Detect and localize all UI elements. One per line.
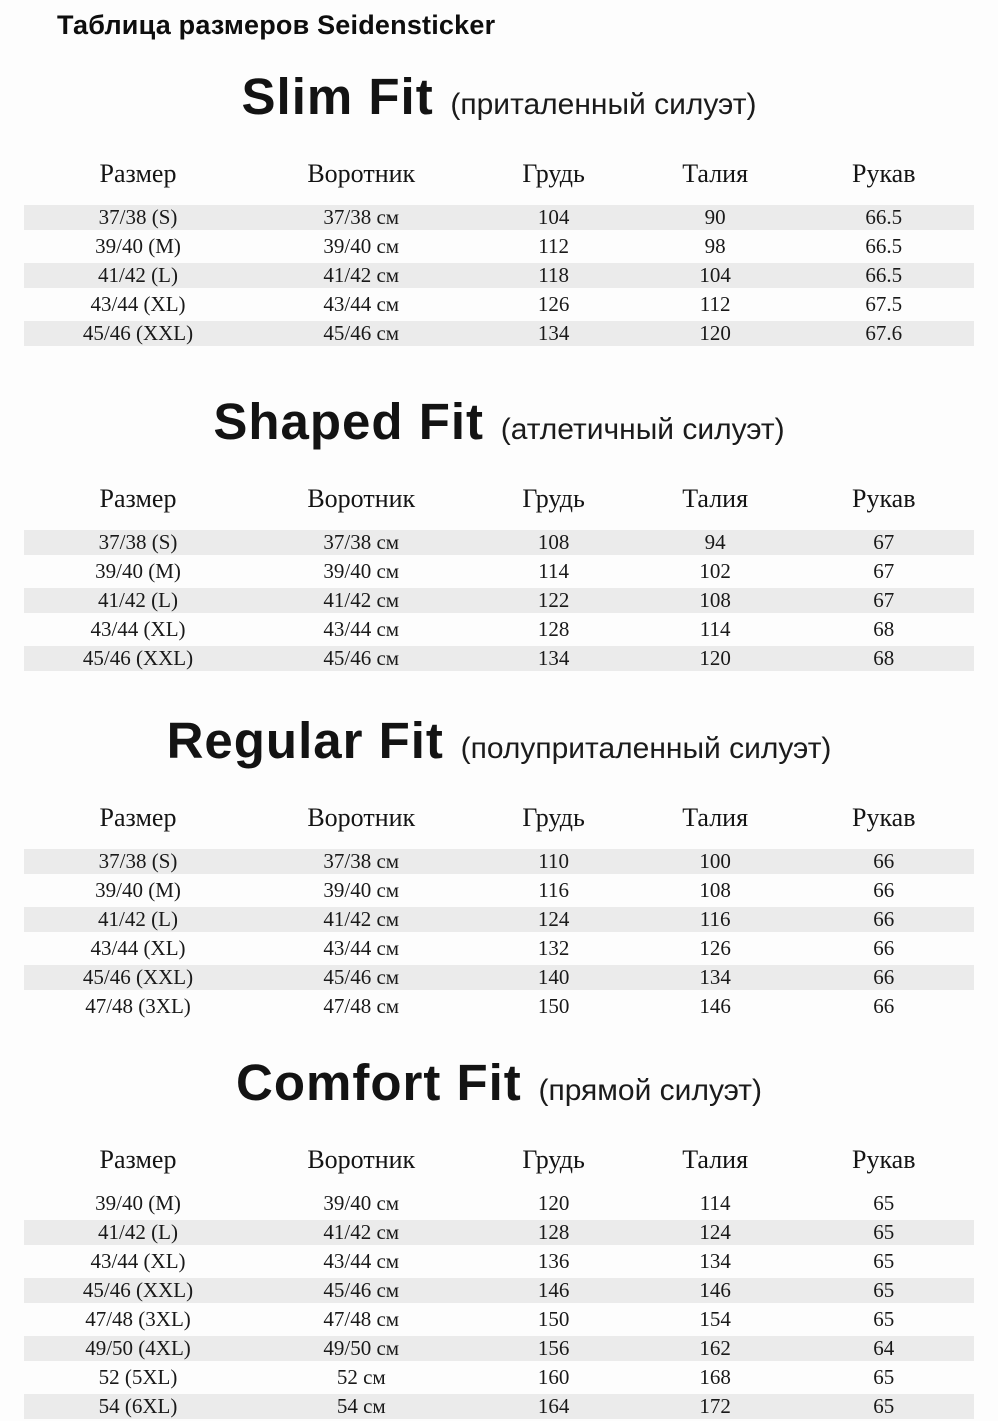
cell-chest: 160 (537, 1365, 570, 1389)
table-row (24, 1392, 974, 1421)
col-header-collar: Воротник (307, 159, 416, 188)
table-row (24, 1247, 974, 1276)
table-header-row (24, 157, 974, 191)
table-row (24, 644, 974, 673)
size-table-comfort-fit (24, 1143, 974, 1421)
table-row (24, 1276, 974, 1305)
cell-size: 43/44 (XL) (90, 292, 186, 316)
col-header-chest: Грудь (522, 484, 585, 513)
section-shaped-fit (0, 386, 998, 673)
cell-chest: 164 (537, 1394, 570, 1418)
cell-chest: 108 (537, 530, 570, 554)
table-header-row (24, 1143, 974, 1177)
fit-name: Shaped Fit (213, 393, 485, 450)
cell-size: 41/42 (L) (98, 907, 178, 931)
col-header-waist: Талия (682, 1145, 749, 1174)
cell-collar: 39/40 см (323, 559, 400, 583)
cell-chest: 134 (537, 646, 570, 670)
cell-sleeve: 67 (873, 559, 895, 583)
table-row (24, 557, 974, 586)
col-header-size: Размер (99, 803, 177, 832)
cell-chest: 146 (537, 1278, 570, 1302)
cell-sleeve: 68 (873, 646, 895, 670)
fit-name: Slim Fit (241, 68, 434, 125)
col-header-chest: Грудь (522, 159, 585, 188)
cell-sleeve: 67 (873, 588, 895, 612)
cell-collar: 41/42 см (323, 263, 400, 287)
col-header-waist: Талия (682, 159, 749, 188)
cell-collar: 37/38 см (323, 849, 400, 873)
cell-chest: 140 (537, 965, 570, 989)
cell-size: 37/38 (S) (98, 530, 178, 554)
cell-sleeve: 66 (873, 878, 895, 902)
section-regular-fit (0, 705, 998, 1021)
fit-subtitle: (полуприталенный силуэт) (460, 732, 832, 765)
cell-sleeve: 66 (873, 965, 895, 989)
col-header-size: Размер (99, 484, 177, 513)
cell-collar: 43/44 см (323, 936, 400, 960)
cell-sleeve: 65 (873, 1191, 895, 1215)
cell-size: 39/40 (M) (95, 1191, 181, 1215)
table-row (24, 847, 974, 876)
table-row (24, 290, 974, 319)
fit-subtitle: (прямой силуэт) (538, 1074, 762, 1107)
cell-chest: 128 (537, 1220, 570, 1244)
cell-chest: 128 (537, 617, 570, 641)
cell-sleeve: 66 (873, 994, 895, 1018)
col-header-sleeve: Рукав (851, 803, 916, 832)
cell-size: 47/48 (3XL) (85, 994, 191, 1018)
size-table-slim-fit (24, 157, 974, 348)
cell-sleeve: 67.6 (865, 321, 903, 345)
cell-collar: 39/40 см (323, 234, 400, 258)
cell-chest: 114 (538, 559, 569, 583)
cell-size: 37/38 (S) (98, 205, 178, 229)
table-row (24, 232, 974, 261)
cell-sleeve: 67 (873, 530, 895, 554)
cell-collar: 37/38 см (323, 530, 400, 554)
fit-subtitle: (атлетичный силуэт) (500, 413, 785, 446)
fit-subtitle: (приталенный силуэт) (450, 88, 757, 121)
cell-size: 54 (6XL) (98, 1394, 178, 1418)
table-row (24, 203, 974, 232)
table-body (24, 203, 974, 348)
cell-size: 45/46 (XXL) (82, 965, 194, 989)
cell-sleeve: 65 (873, 1394, 895, 1418)
cell-collar: 45/46 см (323, 646, 400, 670)
table-row (24, 963, 974, 992)
cell-chest: 112 (538, 234, 569, 258)
col-header-sleeve: Рукав (851, 484, 916, 513)
cell-size: 41/42 (L) (98, 1220, 178, 1244)
table-row (24, 905, 974, 934)
cell-waist: 146 (699, 994, 731, 1018)
cell-collar: 43/44 см (323, 292, 400, 316)
cell-waist: 146 (699, 1278, 731, 1302)
cell-sleeve: 66.5 (865, 205, 903, 229)
cell-waist: 116 (699, 907, 731, 931)
cell-collar: 45/46 см (323, 321, 400, 345)
section-title-slim-fit (0, 61, 998, 143)
cell-waist: 112 (699, 292, 731, 316)
cell-collar: 54 см (336, 1394, 386, 1418)
cell-sleeve: 65 (873, 1249, 895, 1273)
cell-collar: 43/44 см (323, 1249, 400, 1273)
cell-sleeve: 68 (873, 617, 895, 641)
cell-waist: 154 (699, 1307, 731, 1331)
size-table-shaped-fit (24, 482, 974, 673)
cell-chest: 150 (537, 994, 570, 1018)
table-row (24, 586, 974, 615)
cell-waist: 102 (699, 559, 731, 583)
section-title-comfort-fit (0, 1047, 998, 1129)
cell-waist: 94 (704, 530, 726, 554)
cell-collar: 47/48 см (323, 994, 400, 1018)
cell-chest: 134 (537, 321, 570, 345)
cell-waist: 124 (699, 1220, 731, 1244)
cell-sleeve: 66 (873, 936, 895, 960)
cell-collar: 41/42 см (323, 1220, 400, 1244)
cell-sleeve: 66.5 (865, 263, 903, 287)
table-row (24, 615, 974, 644)
cell-chest: 136 (537, 1249, 570, 1273)
page-title: Таблица размеров Seidensticker (57, 10, 496, 40)
cell-chest: 126 (537, 292, 570, 316)
cell-size: 52 (5XL) (98, 1365, 178, 1389)
table-body (24, 1189, 974, 1421)
size-table-regular-fit (24, 801, 974, 1021)
cell-waist: 108 (699, 878, 731, 902)
col-header-size: Размер (99, 1145, 177, 1174)
section-title-regular-fit (0, 705, 998, 787)
cell-collar: 45/46 см (323, 1278, 400, 1302)
cell-size: 45/46 (XXL) (82, 646, 194, 670)
cell-sleeve: 66.5 (865, 234, 903, 258)
cell-waist: 120 (699, 321, 731, 345)
cell-chest: 116 (538, 878, 569, 902)
col-header-collar: Воротник (307, 1145, 416, 1174)
col-header-waist: Талия (682, 484, 749, 513)
table-row (24, 1305, 974, 1334)
cell-collar: 39/40 см (323, 878, 400, 902)
cell-waist: 134 (699, 1249, 731, 1273)
section-title-shaped-fit (0, 386, 998, 468)
col-header-chest: Грудь (522, 1145, 585, 1174)
cell-size: 41/42 (L) (98, 263, 178, 287)
cell-waist: 114 (699, 1191, 731, 1215)
cell-sleeve: 64 (873, 1336, 895, 1360)
table-header-row (24, 801, 974, 835)
cell-sleeve: 65 (873, 1278, 895, 1302)
cell-size: 39/40 (M) (95, 559, 181, 583)
cell-size: 43/44 (XL) (90, 1249, 186, 1273)
cell-collar: 52 см (336, 1365, 386, 1389)
table-body (24, 528, 974, 673)
cell-collar: 47/48 см (323, 1307, 400, 1331)
cell-collar: 41/42 см (323, 907, 400, 931)
cell-waist: 108 (699, 588, 731, 612)
cell-waist: 114 (699, 617, 731, 641)
cell-size: 47/48 (3XL) (85, 1307, 191, 1331)
cell-sleeve: 65 (873, 1220, 895, 1244)
fit-name: Comfort Fit (236, 1054, 522, 1111)
cell-chest: 150 (537, 1307, 570, 1331)
cell-chest: 156 (537, 1336, 570, 1360)
cell-waist: 162 (699, 1336, 731, 1360)
col-header-collar: Воротник (307, 484, 416, 513)
cell-chest: 110 (538, 849, 569, 873)
cell-sleeve: 65 (873, 1307, 895, 1331)
cell-chest: 124 (537, 907, 570, 931)
cell-size: 37/38 (S) (98, 849, 178, 873)
table-row (24, 1189, 974, 1218)
cell-size: 41/42 (L) (98, 588, 178, 612)
cell-waist: 98 (704, 234, 726, 258)
col-header-collar: Воротник (307, 803, 416, 832)
cell-waist: 168 (699, 1365, 731, 1389)
cell-collar: 49/50 см (323, 1336, 400, 1360)
table-row (24, 528, 974, 557)
cell-waist: 104 (699, 263, 731, 287)
col-header-size: Размер (99, 159, 177, 188)
col-header-sleeve: Рукав (851, 1145, 916, 1174)
cell-size: 45/46 (XXL) (82, 1278, 194, 1302)
fit-name: Regular Fit (166, 712, 444, 769)
table-header-row (24, 482, 974, 516)
table-row (24, 1334, 974, 1363)
cell-sleeve: 67.5 (865, 292, 903, 316)
cell-collar: 43/44 см (323, 617, 400, 641)
cell-waist: 172 (699, 1394, 731, 1418)
col-header-waist: Талия (682, 803, 749, 832)
table-row (24, 876, 974, 905)
cell-sleeve: 66 (873, 849, 895, 873)
cell-chest: 122 (537, 588, 570, 612)
cell-waist: 134 (699, 965, 731, 989)
cell-size: 45/46 (XXL) (82, 321, 194, 345)
cell-collar: 45/46 см (323, 965, 400, 989)
table-body (24, 847, 974, 1021)
table-row (24, 992, 974, 1021)
col-header-sleeve: Рукав (851, 159, 916, 188)
cell-collar: 39/40 см (323, 1191, 400, 1215)
cell-size: 43/44 (XL) (90, 617, 186, 641)
cell-size: 39/40 (M) (95, 878, 181, 902)
cell-chest: 132 (537, 936, 570, 960)
cell-chest: 118 (538, 263, 569, 287)
cell-chest: 104 (537, 205, 570, 229)
cell-waist: 120 (699, 646, 731, 670)
cell-waist: 126 (699, 936, 731, 960)
cell-size: 39/40 (M) (95, 234, 181, 258)
cell-collar: 41/42 см (323, 588, 400, 612)
section-slim-fit (0, 61, 998, 348)
section-comfort-fit (0, 1047, 998, 1421)
cell-collar: 37/38 см (323, 205, 400, 229)
cell-waist: 100 (699, 849, 731, 873)
cell-size: 43/44 (XL) (90, 936, 186, 960)
table-row (24, 319, 974, 348)
col-header-chest: Грудь (522, 803, 585, 832)
cell-waist: 90 (704, 205, 726, 229)
cell-sleeve: 66 (873, 907, 895, 931)
table-row (24, 1363, 974, 1392)
table-row (24, 261, 974, 290)
table-row (24, 1218, 974, 1247)
cell-sleeve: 65 (873, 1365, 895, 1389)
table-row (24, 934, 974, 963)
cell-size: 49/50 (4XL) (85, 1336, 191, 1360)
cell-chest: 120 (537, 1191, 570, 1215)
